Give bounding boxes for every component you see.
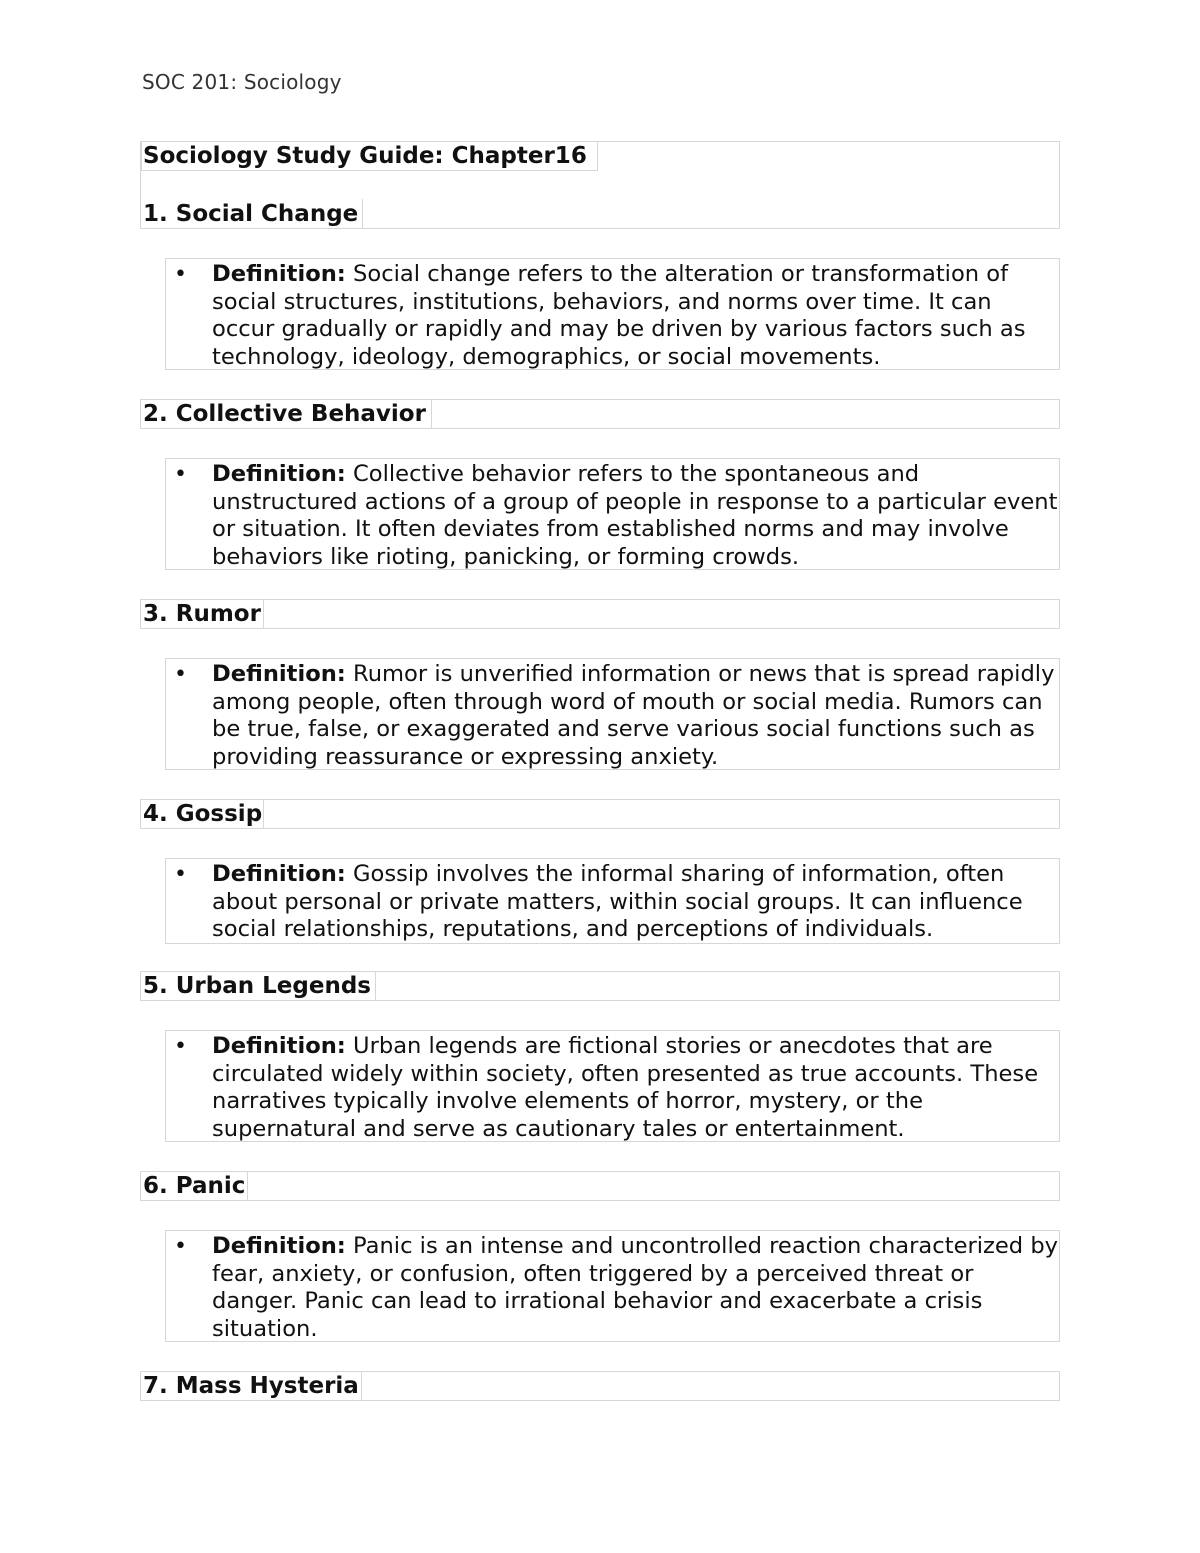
section-heading-gossip: 4. Gossip	[143, 801, 263, 827]
definition-item-rumor	[165, 658, 1060, 770]
definition-text	[212, 1033, 1060, 1143]
section-heading-panic: 6. Panic	[143, 1173, 246, 1199]
bullet-icon: •	[174, 262, 187, 287]
bullet-icon: •	[174, 462, 187, 487]
definition-body: Social change refers to the alteration or transformation of social structures, institutions, behaviors, and norms over time. It can occur gradually or rapidly and may be driven by various factors such as technology, ideology, demographics, or social movements.	[212, 261, 1026, 370]
heading-divider	[247, 1171, 248, 1201]
definition-item-urban-legends	[165, 1030, 1060, 1142]
section-heading-mass-hysteria: 7. Mass Hysteria	[143, 1373, 359, 1399]
definition-item-social-change	[165, 258, 1060, 370]
definition-body: Urban legends are fictional stories or anecdotes that are circulated widely within society, often presented as true accounts. These narratives typically involve elements of horror, mystery, or the supernatural and serve as cautionary tales or entertainment.	[212, 1033, 1039, 1142]
heading-divider	[263, 599, 264, 629]
definition-text	[212, 461, 1060, 571]
definition-label: Definition:	[212, 661, 346, 687]
definition-label: Definition:	[212, 861, 346, 887]
definition-item-panic	[165, 1230, 1060, 1342]
definition-text	[212, 1233, 1060, 1343]
section-heading-box	[140, 1171, 1060, 1201]
heading-divider	[362, 199, 363, 228]
definition-label: Definition:	[212, 1233, 346, 1259]
heading-divider	[431, 399, 432, 429]
section-heading-box	[140, 599, 1060, 629]
heading-divider	[263, 799, 264, 829]
definition-label: Definition:	[212, 261, 346, 287]
definition-label: Definition:	[212, 461, 346, 487]
definition-body: Panic is an intense and uncontrolled reaction characterized by fear, anxiety, or confusion, often triggered by a perceived threat or danger. Panic can lead to irrational behavior and exacerbate a crisis situation.	[212, 1233, 1059, 1342]
definition-text	[212, 261, 1060, 371]
section-heading-social-change: 1. Social Change	[143, 201, 359, 227]
section-heading-collective-behavior: 2. Collective Behavior	[143, 401, 426, 427]
definition-item-gossip	[165, 858, 1060, 944]
definition-body: Gossip involves the informal sharing of information, often about personal or private matters, within social groups. It can influence social relationships, reputations, and perceptions of individuals.	[212, 861, 1023, 942]
section-heading-urban-legends: 5. Urban Legends	[143, 973, 371, 999]
bullet-icon: •	[174, 662, 187, 687]
definition-body: Rumor is unverified information or news that is spread rapidly among people, often through word of mouth or social media. Rumors can be true, false, or exaggerated and serve various social functions such as providing reassurance or expressing anxiety.	[212, 661, 1055, 770]
course-header: SOC 201: Sociology	[142, 70, 342, 94]
definition-text	[212, 861, 1060, 944]
bullet-icon: •	[174, 1034, 187, 1059]
bullet-icon: •	[174, 862, 187, 887]
bullet-icon: •	[174, 1234, 187, 1259]
definition-body: Collective behavior refers to the spontaneous and unstructured actions of a group of people in response to a particular event or situation. It often deviates from established norms and may involve behaviors like rioting, panicking, or forming crowds.	[212, 461, 1058, 570]
section-heading-rumor: 3. Rumor	[143, 601, 261, 627]
guide-title: Sociology Study Guide: Chapter16	[143, 143, 587, 169]
definition-item-collective-behavior	[165, 458, 1060, 570]
definition-text	[212, 661, 1060, 771]
heading-divider	[375, 971, 376, 1001]
definition-label: Definition:	[212, 1033, 346, 1059]
heading-divider	[361, 1371, 362, 1401]
section-heading-box	[140, 799, 1060, 829]
